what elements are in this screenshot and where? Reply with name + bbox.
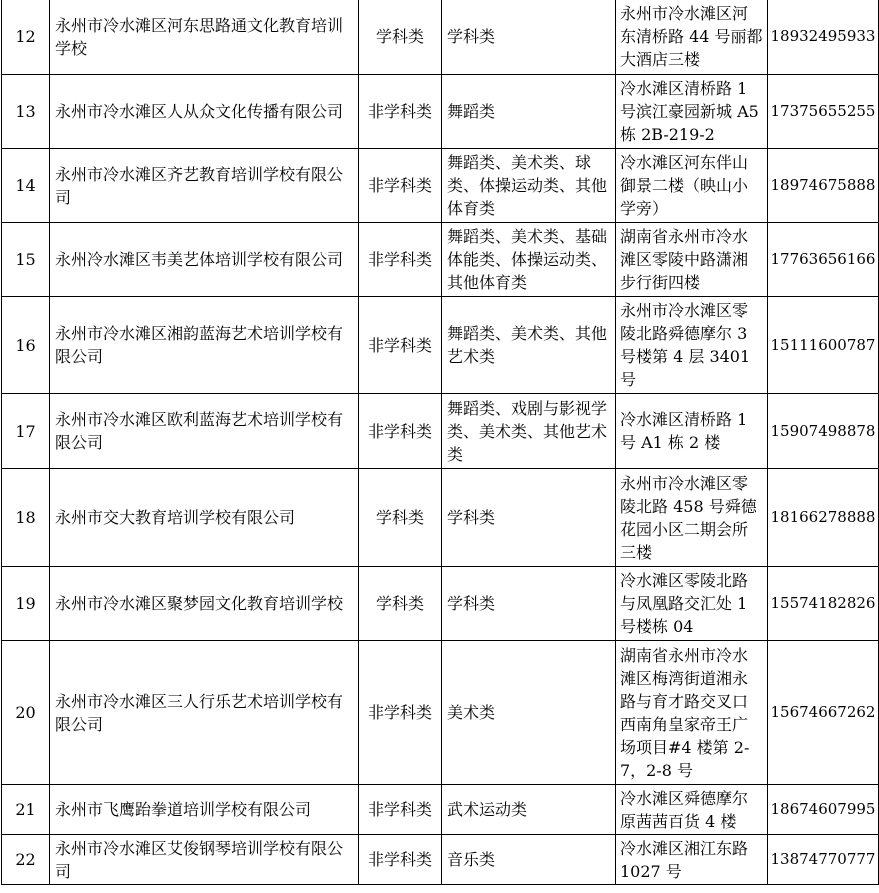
row-number: 19 xyxy=(2,567,50,641)
school-address: 湖南省永州市冷水滩区梅湾街道湘永路与育才路交叉口西南角皇家帝王广场项目#4 楼第 2-7，2-8 号 xyxy=(616,641,768,785)
contact-phone: 15111600787 xyxy=(768,297,879,394)
school-address: 永州市冷水滩区零陵北路 458 号舜德花园小区二期会所三楼 xyxy=(616,469,768,567)
school-address: 冷水滩区清桥路 1 号滨江豪园新城 A5 栋 2B-219-2 xyxy=(616,75,768,149)
table-row xyxy=(2,149,879,223)
contact-phone: 18674607995 xyxy=(768,785,879,835)
training-category: 舞蹈类、戏剧与影视学类、美术类、其他艺术类 xyxy=(442,394,616,469)
training-category: 学科类 xyxy=(442,0,616,75)
row-number: 18 xyxy=(2,469,50,567)
school-type: 非学科类 xyxy=(359,297,442,394)
training-category: 武术运动类 xyxy=(442,785,616,835)
contact-phone: 18166278888 xyxy=(768,469,879,567)
school-address: 冷水滩区湘江东路 1027 号 xyxy=(616,835,768,885)
contact-phone: 15674667262 xyxy=(768,641,879,785)
training-category: 舞蹈类、美术类、其他艺术类 xyxy=(442,297,616,394)
school-name: 永州市交大教育培训学校有限公司 xyxy=(50,469,359,567)
contact-phone: 13874770777 xyxy=(768,835,879,885)
school-address: 湖南省永州市冷水滩区零陵中路潇湘步行街四楼 xyxy=(616,223,768,297)
table-row xyxy=(2,297,879,394)
row-number: 17 xyxy=(2,394,50,469)
school-name: 永州市冷水滩区三人行乐艺术培训学校有限公司 xyxy=(50,641,359,785)
row-number: 20 xyxy=(2,641,50,785)
training-category: 舞蹈类 xyxy=(442,75,616,149)
row-number: 22 xyxy=(2,835,50,885)
school-type: 非学科类 xyxy=(359,75,442,149)
school-address: 永州市冷水滩区零陵北路舜德摩尔 3 号楼第 4 层 3401 号 xyxy=(616,297,768,394)
training-category: 学科类 xyxy=(442,567,616,641)
school-type: 非学科类 xyxy=(359,835,442,885)
school-name: 永州市冷水滩区聚梦园文化教育培训学校 xyxy=(50,567,359,641)
school-name: 永州市冷水滩区齐艺教育培训学校有限公司 xyxy=(50,149,359,223)
school-type: 学科类 xyxy=(359,0,442,75)
table-row xyxy=(2,469,879,567)
school-address: 冷水滩区零陵北路与凤凰路交汇处 1 号楼栋 04 xyxy=(616,567,768,641)
school-name: 永州市冷水滩区欧利蓝海艺术培训学校有限公司 xyxy=(50,394,359,469)
table-row xyxy=(2,394,879,469)
school-address: 冷水滩区河东伴山御景二楼（映山小学旁） xyxy=(616,149,768,223)
table-row xyxy=(2,75,879,149)
row-number: 13 xyxy=(2,75,50,149)
school-name: 永州市飞鹰跆拳道培训学校有限公司 xyxy=(50,785,359,835)
school-type: 非学科类 xyxy=(359,785,442,835)
table-row xyxy=(2,835,879,885)
school-name: 永州市冷水滩区人从众文化传播有限公司 xyxy=(50,75,359,149)
school-address: 冷水滩区舜德摩尔原茜茜百货 4 楼 xyxy=(616,785,768,835)
contact-phone: 17763656166 xyxy=(768,223,879,297)
contact-phone: 18974675888 xyxy=(768,149,879,223)
school-name: 永州市冷水滩区湘韵蓝海艺术培训学校有限公司 xyxy=(50,297,359,394)
school-type: 学科类 xyxy=(359,567,442,641)
contact-phone: 17375655255 xyxy=(768,75,879,149)
table-row xyxy=(2,641,879,785)
school-address: 冷水滩区清桥路 1 号 A1 栋 2 楼 xyxy=(616,394,768,469)
school-type: 非学科类 xyxy=(359,641,442,785)
school-name: 永州市冷水滩区艾俊钢琴培训学校有限公司 xyxy=(50,835,359,885)
training-category: 舞蹈类、美术类、基础体能类、体操运动类、其他体育类 xyxy=(442,223,616,297)
contact-phone: 18932495933 xyxy=(768,0,879,75)
row-number: 16 xyxy=(2,297,50,394)
school-name: 永州市冷水滩区河东思路通文化教育培训学校 xyxy=(50,0,359,75)
training-category: 舞蹈类、美术类、球类、体操运动类、其他体育类 xyxy=(442,149,616,223)
row-number: 14 xyxy=(2,149,50,223)
row-number: 12 xyxy=(2,0,50,75)
table-row xyxy=(2,785,879,835)
contact-phone: 15574182826 xyxy=(768,567,879,641)
row-number: 21 xyxy=(2,785,50,835)
training-category: 音乐类 xyxy=(442,835,616,885)
school-type: 学科类 xyxy=(359,469,442,567)
training-schools-table xyxy=(1,0,879,885)
table-row xyxy=(2,0,879,75)
table-row xyxy=(2,567,879,641)
school-name: 永州冷水滩区韦美艺体培训学校有限公司 xyxy=(50,223,359,297)
school-address: 永州市冷水滩区河东清桥路 44 号丽都大酒店三楼 xyxy=(616,0,768,75)
table-row xyxy=(2,223,879,297)
school-type: 非学科类 xyxy=(359,223,442,297)
training-category: 美术类 xyxy=(442,641,616,785)
contact-phone: 15907498878 xyxy=(768,394,879,469)
school-type: 非学科类 xyxy=(359,394,442,469)
row-number: 15 xyxy=(2,223,50,297)
training-category: 学科类 xyxy=(442,469,616,567)
school-type: 非学科类 xyxy=(359,149,442,223)
